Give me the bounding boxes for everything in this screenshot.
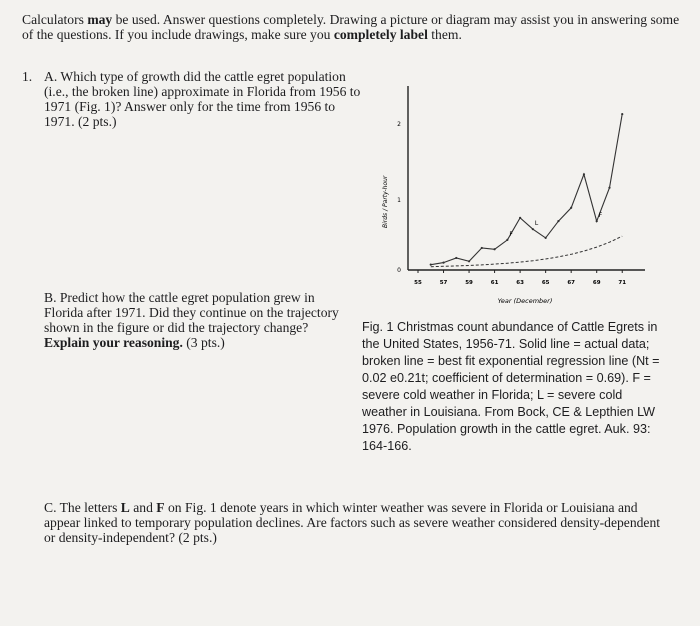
data-point <box>608 187 610 189</box>
data-point <box>455 257 457 259</box>
data-point <box>519 217 521 219</box>
question-1b: B. Predict how the cattle egret population grew in Florida after 1971. Did they continue on the trajectory shown in the figure or did the trajectory change? Explain your reasoning. (3 pts.) <box>44 290 339 350</box>
x-tick-label: 59 <box>465 280 473 286</box>
y-tick-label: 2 <box>397 121 401 128</box>
data-line-solid <box>431 114 622 265</box>
data-point <box>583 173 585 175</box>
data-point <box>557 220 559 222</box>
x-tick-label: 69 <box>592 280 601 286</box>
fit-line-broken <box>431 236 622 267</box>
data-point <box>532 228 534 230</box>
x-axis-label: Year (December) <box>497 297 553 305</box>
data-point <box>481 247 483 249</box>
data-point <box>493 248 495 250</box>
data-point <box>621 113 623 115</box>
figure-1-chart <box>375 78 675 315</box>
data-point <box>506 239 508 241</box>
x-tick-label: 71 <box>618 280 627 286</box>
x-tick-label: 65 <box>541 280 550 286</box>
x-tick-label: 55 <box>414 280 422 286</box>
x-tick-label: 67 <box>567 280 576 286</box>
x-tick-label: 57 <box>439 280 448 286</box>
x-tick-label: 63 <box>516 280 524 286</box>
annotation-label: L <box>534 220 539 228</box>
question-1c: C. The letters L and F on Fig. 1 denote years in which winter weather was severe in Florida or Louisiana and appear linked to temporary population declines. Are factors such as severe weather considered density-dependent or density-independent? (2 pts.) <box>44 500 661 545</box>
question-1a-text: A. Which type of growth did the cattle egret population (i.e., the broken line) approximate in Florida from 1956 to 1971 (Fig. 1)? Answer only for the time from 1956 to 1971. (2 pts.) <box>44 69 361 129</box>
y-axis-label: Birds / Party-hour <box>382 175 389 228</box>
question-number: 1. <box>22 69 33 84</box>
y-tick-label: 1 <box>397 197 401 204</box>
figure-caption: Fig. 1 Christmas count abundance of Cattle Egrets in the United States, 1956-71. Solid line = actual data; broken line = best fit exponential regression line (Nt = 0.02 e0.21t; coefficient of determination = 0.69). F = severe cold weather in Florida; L = severe cold weather in Louisiana. From Bock, CE & Lepthien LW 1976. Population growth in the cattle egret. Auk. 93: 164-166. <box>362 320 660 453</box>
instructions: Calculators may be used. Answer questions completely. Drawing a picture or diagram may assist you in answering some of the questions. If you include drawings, make sure you completely label them. <box>22 12 680 42</box>
annotation-label: F <box>509 230 513 238</box>
data-point <box>545 237 547 239</box>
y-tick-label: 0 <box>397 267 401 274</box>
data-point <box>570 207 572 209</box>
data-point <box>468 260 470 262</box>
data-point <box>596 220 598 222</box>
x-tick-label: 61 <box>490 280 499 286</box>
data-point <box>430 264 432 266</box>
data-point <box>442 262 444 264</box>
annotation-label: F <box>598 212 603 220</box>
